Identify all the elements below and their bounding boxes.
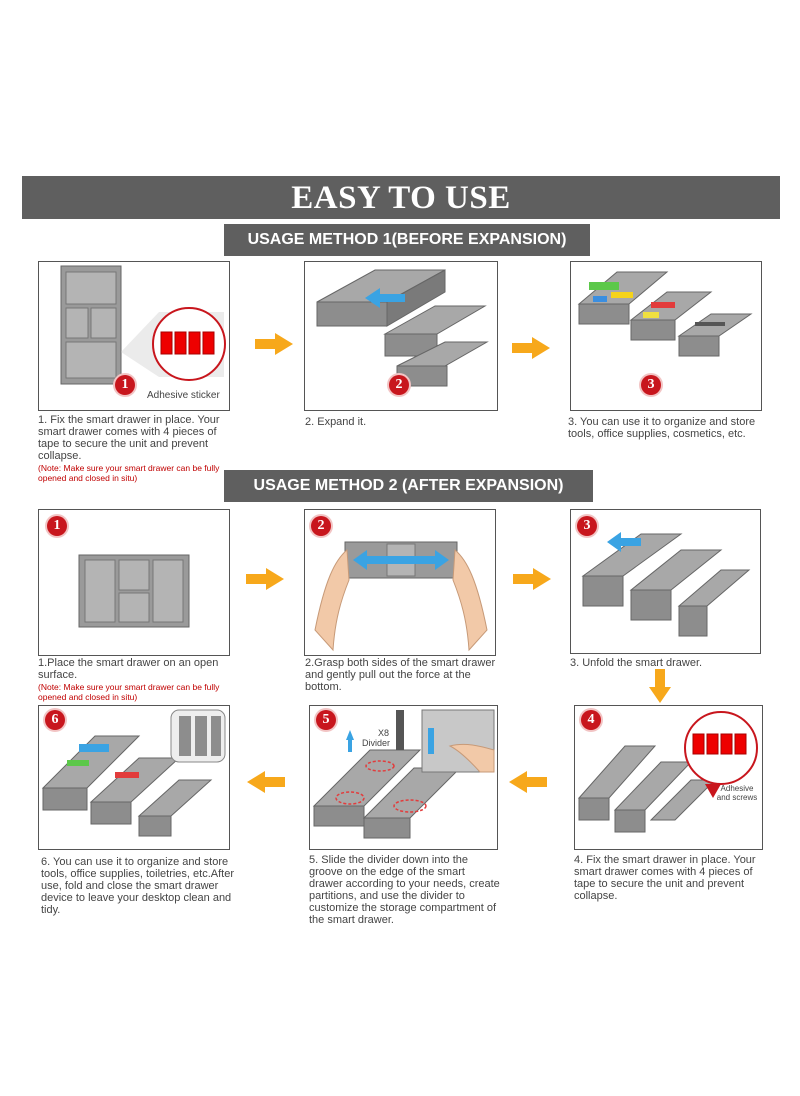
step-number-badge: 3 (641, 375, 661, 395)
next-arrow-icon (512, 337, 550, 359)
drawer-organized-image (571, 262, 761, 410)
m2-step2-caption: 2.Grasp both sides of the smart drawer and gently pull out the force at the bottom. (305, 657, 496, 693)
drawer-unfolding-image (571, 510, 760, 653)
m2-step1-panel (38, 509, 230, 656)
hands-pulling-drawer-image (305, 510, 495, 655)
method2-heading: USAGE METHOD 2 (AFTER EXPANSION) (224, 470, 593, 502)
m1-step3-caption: 3. You can use it to organize and store tools, office supplies, cosmetics, etc. (568, 416, 756, 440)
m2-step5-caption: 5. Slide the divider down into the groove on the edge of the smart drawer according to your needs, create partitions, and use the divider to customize the storage compartment of the smart drawer. (309, 854, 500, 926)
m2-step3-panel (570, 509, 761, 654)
divider-label: Divider (362, 738, 391, 748)
step-number-badge: 6 (45, 710, 65, 730)
step-number-badge: 3 (577, 516, 597, 536)
next-arrow-icon (513, 568, 551, 590)
page-title: EASY TO USE (22, 176, 780, 219)
m2-step2-panel (304, 509, 496, 656)
adhesive-sticker-label: Adhesive sticker (147, 390, 220, 401)
m2-step3-caption: 3. Unfold the smart drawer. (570, 657, 703, 669)
down-arrow-icon (649, 669, 671, 703)
m1-step2-caption: 2. Expand it. (305, 416, 367, 428)
step-number-badge: 1 (47, 516, 67, 536)
step-number-badge: 5 (316, 710, 336, 730)
m2-step1-caption: 1.Place the smart drawer on an open surface. (Note: Make sure your smart drawer can be fully opened and closed in situ) (38, 657, 234, 702)
step-number-badge: 1 (115, 375, 135, 395)
m2-step4-caption: 4. Fix the smart drawer in place. Your smart drawer comes with 4 pieces of tape to secure the unit and prevent collapse. (574, 854, 756, 902)
step-number-badge: 2 (389, 375, 409, 395)
next-arrow-icon (255, 333, 293, 355)
prev-arrow-icon (509, 771, 547, 793)
m1-step1-note: (Note: Make sure your smart drawer can be fully opened and closed in situ) (38, 463, 220, 483)
m2-step5-panel (309, 705, 498, 850)
step-number-badge: 4 (581, 710, 601, 730)
m2-step4-panel (574, 705, 763, 850)
m1-step2-panel (304, 261, 498, 411)
m2-step1-note: (Note: Make sure your smart drawer can be fully opened and closed in situ) (38, 682, 220, 702)
next-arrow-icon (246, 568, 284, 590)
m1-step3-panel (570, 261, 762, 411)
drawer-in-use-image (39, 706, 229, 849)
m2-step6-caption: 6. You can use it to organize and store tools, office supplies, toiletries, etc.After use, fold and close the smart drawer device to leave your desktop clean and tidy. (41, 856, 234, 916)
divider-insert-image (310, 706, 497, 849)
m1-step1-caption: 1. Fix the smart drawer in place. Your smart drawer comes with 4 pieces of tape to secure the unit and prevent collapse. (Note: Make sure your smart drawer can be fully opened and closed in situ) (38, 414, 234, 483)
m1-step1-panel (38, 261, 230, 411)
drawer-on-surface-image (39, 510, 229, 655)
m2-step6-panel (38, 705, 230, 850)
step-number-badge: 2 (311, 516, 331, 536)
adhesive-screws-label: Adhesive and screws (716, 784, 758, 802)
prev-arrow-icon (247, 771, 285, 793)
drawer-fixed-image (575, 706, 762, 849)
divider-count-label: X8 (378, 728, 390, 738)
method1-heading: USAGE METHOD 1(BEFORE EXPANSION) (224, 224, 590, 256)
